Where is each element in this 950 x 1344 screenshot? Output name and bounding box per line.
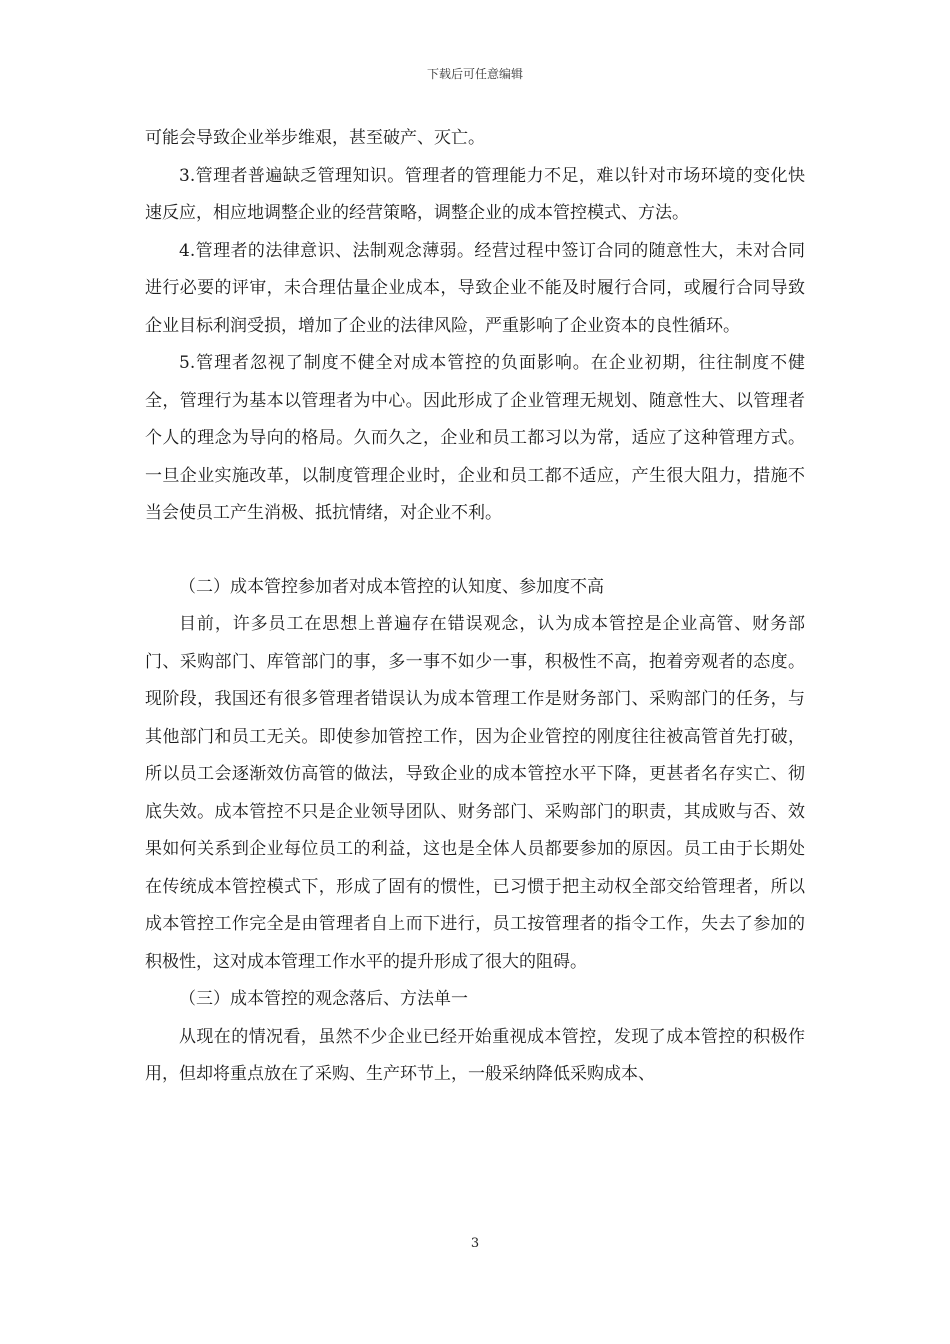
paragraph-point-5: 5.管理者忽视了制度不健全对成本管控的负面影响。在企业初期，往往制度不健全，管理行为基本以管理者为中心。因此形成了企业管理无规划、随意性大、以管理者个人的理念为导向的格局。久而久之，企业和员工都习以为常，适应了这种管理方式。一旦企业实施改革，以制度管理企业时，企业和员工都不适应，产生很大阻力，措施不当会使员工产生消极、抵抗情绪，对企业不利。 <box>145 353 805 523</box>
paragraph-point-3: 3.管理者普遍缺乏管理知识。管理者的管理能力不足，难以针对市场环境的变化快速反应，相应地调整企业的经营策略，调整企业的成本管控模式、方法。 <box>145 165 805 223</box>
section-gap <box>145 533 805 569</box>
page-number: 3 <box>470 1236 480 1251</box>
paragraph-continuation: 可能会导致企业举步维艰，甚至破产、灭亡。 <box>145 128 485 148</box>
section-heading-2: （二）成本管控参加者对成本管控的认知度、参加度不高 <box>179 576 604 597</box>
page-header: 下载后可任意编辑 <box>426 67 523 81</box>
document-body <box>145 120 805 1094</box>
paragraph-section-2-body: 目前，许多员工在思想上普遍存在错误观念，认为成本管控是企业高管、财务部门、采购部门、库管部门的事，多一事不如少一事，积极性不高，抱着旁观者的态度。现阶段，我国还有很多管理者错误认为成本管理工作是财务部门、采购部门的任务，与其他部门和员工无关。即使参加管控工作，因为企业管控的刚度往往被高管首先打破，所以员工会逐渐效仿高管的做法，导致企业的成本管控水平下降，更甚者名存实亡、彻底失效。成本管控不只是企业领导团队、财务部门、采购部门的职责，其成败与否、效果如何关系到企业每位员工的利益，这也是全体人员都要参加的原因。员工由于长期处在传统成本管控模式下，形成了固有的惯性，已习惯于把主动权全部交给管理者，所以成本管控工作完全是由管理者自上而下进行，员工按管理者的指令工作，失去了参加的积极性，这对成本管理工作水平的提升形成了很大的阻碍。 <box>145 614 805 972</box>
section-heading-3: （三）成本管控的观念落后、方法单一 <box>179 989 468 1009</box>
paragraph-point-4: 4.管理者的法律意识、法制观念薄弱。经营过程中签订合同的随意性大，未对合同进行必要的评审，未合理估量企业成本，导致企业不能及时履行合同，或履行合同导致企业目标利润受损，增加了企业的法律风险，严重影响了企业资本的良性循环。 <box>145 240 805 336</box>
paragraph-section-3-body: 从现在的情况看，虽然不少企业已经开始重视成本管控，发现了成本管控的积极作用，但却将重点放在了采购、生产环节上，一般采纳降低采购成本、 <box>145 1026 805 1084</box>
